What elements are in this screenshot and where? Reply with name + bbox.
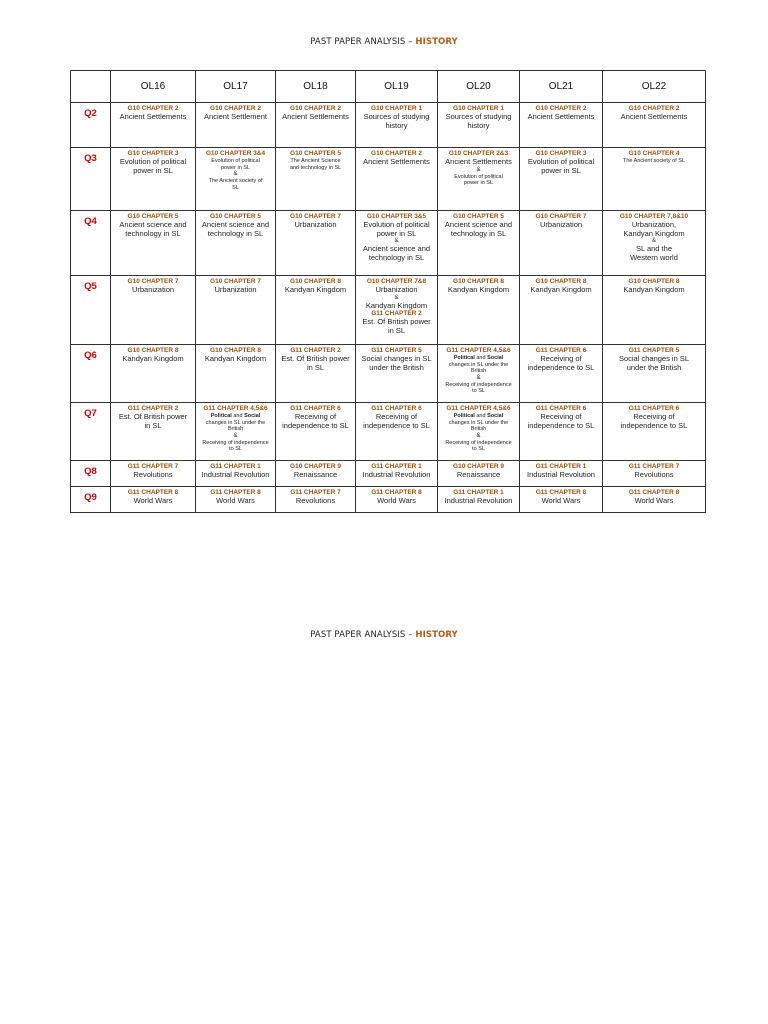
topic-line: power in SL [541,165,581,175]
chapter-label: G11 CHAPTER 1 [453,489,504,496]
topic-line: Urbanization [375,285,418,294]
topic-line: and technology in SL [289,164,342,171]
topic-line: Ancient Settlements [527,112,595,121]
chapter-label: G11 CHAPTER 8 [210,489,261,496]
question-label: Q2 [71,103,111,148]
chapter-label: G11 CHAPTER 1 [535,463,587,470]
topic-line: Receiving of [540,354,582,363]
topic-line: British [227,426,244,433]
chapter-label: G10 CHAPTER 3&5 [366,213,427,220]
topic-line: British [470,368,487,375]
table-row [71,148,706,211]
table-cell [438,103,520,148]
chapter-label: G10 CHAPTER 9 [453,463,504,470]
question-label: Q3 [71,148,111,211]
column-header: OL19 [356,71,438,103]
ampersand: & [394,238,399,244]
ampersand: & [394,294,399,301]
chapter-label: G11 CHAPTER 2 [127,405,179,412]
topic-line: The Ancient Science [290,158,341,164]
chapter-label: G10 CHAPTER 5 [453,213,504,220]
topic-line: Kandyan Kingdom [122,354,184,363]
and-word: and [231,413,245,419]
topic-line: Est. Of British power [281,354,350,363]
table-cell [603,148,706,211]
table-cell [196,276,276,345]
topic-line: Ancient Settlements [363,157,430,166]
topic-line: World Wars [634,496,674,505]
table-cell [356,103,438,148]
topic-line: Western world [630,252,678,262]
social-word: Social [487,355,504,361]
table-cell [111,103,196,148]
topic-line: World Wars [541,496,581,505]
table-cell [438,461,520,487]
table-cell [520,276,603,345]
chapter-label: G10 CHAPTER 8 [290,278,341,285]
topic-line: Industrial Revolution [362,470,431,479]
table-cell [520,461,603,487]
political-word: Political [453,355,475,361]
table-cell [356,461,438,487]
topic-line: under the British [369,362,424,372]
table-cell [603,103,706,148]
topic-line: Kandyan Kingdom [204,354,267,363]
topic-line: British [470,426,487,433]
table-cell [438,345,520,403]
chapter-label: G11 CHAPTER 1 [210,463,261,470]
header-row [71,71,706,103]
table-cell [196,103,276,148]
table-row [71,403,706,461]
chapter-label: G10 CHAPTER 5 [127,213,179,220]
topic-line: in SL [306,362,325,372]
topic-line: Receiving of independence [445,439,512,446]
topic-line: Urbanization [131,285,175,294]
column-header: OL22 [603,71,706,103]
chapter-label: G10 CHAPTER 7 [290,213,341,220]
topic-line: Sources of studying [363,112,430,121]
chapter-label: G10 CHAPTER 2 [535,105,587,112]
table-cell [356,487,438,513]
table-cell [520,345,603,403]
question-label: Q9 [71,487,111,513]
table-cell [520,148,603,211]
political-social-line [440,413,517,420]
table-cell [603,487,706,513]
chapter-label: G10 CHAPTER 5 [210,213,261,220]
chapter-label: G10 CHAPTER 4 [628,150,680,157]
topic-line: in SL [387,325,406,335]
column-header: OL16 [111,71,196,103]
column-header: OL20 [438,71,520,103]
table-cell [520,487,603,513]
page-title-subject: HISTORY [415,37,458,47]
chapter-label: G11 CHAPTER 2 [371,310,422,317]
chapter-label: G10 CHAPTER 2 [290,105,341,112]
ampersand: & [233,432,238,439]
chapter-label: G11 CHAPTER 7 [290,489,341,496]
topic-line: Industrial Revolution [527,470,595,479]
topic-line: independence to SL [363,420,430,430]
table-cell [603,276,706,345]
chapter-label: G11 CHAPTER 4,5&6 [203,405,268,412]
topic-line: power in SL [220,164,251,171]
table-row [71,211,706,276]
table-cell [603,345,706,403]
table-cell [603,461,706,487]
table-cell [111,461,196,487]
topic-line: Revolutions [295,496,336,505]
topic-line: Ancient Settlements [119,112,187,121]
table-cell [196,487,276,513]
table-cell [438,487,520,513]
topic-line: Receiving of independence [445,381,512,388]
topic-line: technology in SL [450,228,507,238]
table-row [71,487,706,513]
table-cell [196,403,276,461]
topic-line: Receiving of [375,412,418,421]
topic-line: Urbanization [539,220,583,229]
topic-line: Revolutions [634,470,674,479]
table-cell [276,276,356,345]
political-social-line [198,413,273,420]
table-cell [356,148,438,211]
topic-line: Kandyan Kingdom [365,300,428,310]
chapter-label: G11 CHAPTER 2 [290,347,341,354]
topic-line: World Wars [133,496,173,505]
topic-line: Ancient science and [362,244,431,253]
chapter-label: G10 CHAPTER 3 [535,150,587,157]
chapter-label: G11 CHAPTER 4,5&6 [446,347,511,354]
page-title-prefix: PAST PAPER ANALYSIS – [310,37,416,47]
topic-line: Kandyan Kingdom [530,285,592,294]
chapter-label: G10 CHAPTER 8 [535,278,587,285]
chapter-label: G11 CHAPTER 7 [127,463,179,470]
table-cell [520,211,603,276]
page-title-repeat [0,630,768,640]
chapter-label: G10 CHAPTER 2&3 [448,150,509,157]
chapter-label: G11 CHAPTER 1 [371,463,422,470]
table-row [71,345,706,403]
chapter-label: G11 CHAPTER 8 [371,489,422,496]
chapter-label: G10 CHAPTER 7 [535,213,587,220]
column-header: OL21 [520,71,603,103]
political-social-line [440,355,517,362]
question-label: Q4 [71,211,111,276]
topic-line: Evolution of political [211,158,260,164]
topic-line: World Wars [377,496,416,505]
table-cell [196,211,276,276]
chapter-label: G10 CHAPTER 8 [127,347,179,354]
chapter-label: G10 CHAPTER 8 [453,278,504,285]
topic-line: Ancient Settlements [620,112,688,121]
question-label: Q7 [71,403,111,461]
topic-line: Urbanization [294,220,337,229]
table-cell [603,403,706,461]
chapter-label: G10 CHAPTER 7 [127,278,179,285]
ampersand: & [233,171,238,178]
table-cell [520,103,603,148]
topic-line: Sources of studying [445,112,512,121]
topic-line: Urbanization, [631,220,677,229]
topic-line: Industrial Revolution [444,496,513,505]
topic-line: Ancient Settlements [445,157,512,166]
chapter-label: G10 CHAPTER 2 [628,105,680,112]
table-row [71,103,706,148]
topic-line: Est. Of British power [118,412,188,421]
table-cell [111,487,196,513]
chapter-label: G11 CHAPTER 6 [371,405,422,412]
chapter-label: G10 CHAPTER 8 [628,278,680,285]
political-word: Political [453,413,475,419]
topic-line: Kandyan Kingdom [447,285,510,294]
topic-line: power in SL [463,180,494,187]
topic-line: Ancient science and [119,220,187,229]
topic-line: technology in SL [125,228,181,238]
table-cell [196,148,276,211]
table-body [71,103,706,513]
topic-line: Receiving of [540,412,582,421]
chapter-label: G10 CHAPTER 1 [453,105,504,112]
table-row [71,461,706,487]
topic-line: Kandyan Kingdom [623,228,685,238]
chapter-label: G10 CHAPTER 9 [290,463,341,470]
table-cell [356,276,438,345]
topic-line: Est. Of British power [362,317,431,326]
table-cell [356,345,438,403]
topic-line: history [385,120,408,130]
chapter-label: G11 CHAPTER 6 [535,347,587,354]
chapter-label: G11 CHAPTER 8 [535,489,587,496]
chapter-label: G11 CHAPTER 6 [535,405,587,412]
chapter-label: G11 CHAPTER 8 [628,489,680,496]
table-cell [356,403,438,461]
table-cell [276,211,356,276]
topic-line: The Ancient society of SL [622,158,686,164]
chapter-label: G10 CHAPTER 7&8 [366,278,427,285]
topic-line: Ancient science and [201,220,270,229]
question-label: Q5 [71,276,111,345]
chapter-label: G10 CHAPTER 7 [210,278,261,285]
chapter-label: G10 CHAPTER 7,8&10 [619,213,689,220]
chapter-label: G10 CHAPTER 8 [210,347,261,354]
topic-line: Evolution of political [119,157,187,166]
column-header: OL17 [196,71,276,103]
table-cell [603,211,706,276]
table-cell [438,276,520,345]
topic-line: Kandyan Kingdom [623,285,685,294]
table-cell [111,211,196,276]
header-corner [71,71,111,103]
chapter-label: G11 CHAPTER 4,5&6 [446,405,511,412]
chapter-label: G10 CHAPTER 2 [210,105,261,112]
topic-line: changes in SL under the [448,419,509,426]
chapter-label: G10 CHAPTER 3 [127,150,179,157]
topic-line: Revolutions [133,470,173,479]
topic-line: history [467,120,490,130]
topic-line: Receiving of independence [202,439,269,446]
topic-line: to SL [472,388,485,395]
topic-line: SL [232,184,239,191]
topic-line: Kandyan Kingdom [284,285,347,294]
past-paper-table [70,70,706,513]
table-cell [111,403,196,461]
topic-line: power in SL [133,165,173,175]
ampersand: & [476,166,481,173]
table-cell [196,345,276,403]
social-word: Social [487,413,504,419]
page-title [0,37,768,47]
chapter-label: G11 CHAPTER 6 [628,405,680,412]
page-title-prefix: PAST PAPER ANALYSIS – [310,630,416,640]
topic-line: in SL [144,420,162,430]
political-word: Political [210,413,232,419]
table-cell [438,403,520,461]
topic-line: to SL [229,446,242,453]
topic-line: Evolution of political [454,173,503,180]
topic-line: under the British [626,362,682,372]
chapter-label: G10 CHAPTER 2 [371,150,422,157]
chapter-label: G10 CHAPTER 3&4 [205,150,266,157]
topic-line: Ancient Settlement [204,112,267,121]
topic-line: Industrial Revolution [201,470,270,479]
topic-line: independence to SL [527,362,595,372]
ampersand: & [651,238,656,244]
chapter-label: G11 CHAPTER 7 [628,463,680,470]
table-cell [356,211,438,276]
social-word: Social [244,413,261,419]
topic-line: changes in SL under the [448,361,509,368]
topic-line: Evolution of political [527,157,595,166]
table-cell [276,487,356,513]
table-cell [438,148,520,211]
topic-line: power in SL [376,228,417,238]
topic-line: Receiving of [294,412,337,421]
and-word: and [474,413,488,419]
topic-line: independence to SL [620,420,688,430]
chapter-label: G10 CHAPTER 5 [290,150,341,157]
table-cell [111,345,196,403]
table-cell [276,403,356,461]
topic-line: The Ancient society of [208,178,263,185]
topic-line: independence to SL [527,420,595,430]
topic-line: Receiving of [633,412,675,421]
chapter-label: G11 CHAPTER 5 [371,347,422,354]
topic-line: Renaissance [293,470,338,479]
topic-line: Renaissance [456,470,501,479]
table-cell [196,461,276,487]
topic-line: Urbanization [214,285,257,294]
question-label: Q6 [71,345,111,403]
topic-line: to SL [472,446,485,453]
topic-line: Social changes in SL [618,354,690,363]
ampersand: & [476,374,481,381]
chapter-label: G11 CHAPTER 8 [127,489,179,496]
page-title-subject: HISTORY [415,630,458,640]
table-cell [276,461,356,487]
question-label: Q8 [71,461,111,487]
table-cell [520,403,603,461]
chapter-label: G11 CHAPTER 6 [290,405,341,412]
topic-line: SL and the [635,244,672,253]
topic-line: Ancient Settlements [282,112,349,121]
topic-line: changes in SL under the [205,419,266,426]
topic-line: Ancient science and [444,220,513,229]
table-cell [111,276,196,345]
table-cell [438,211,520,276]
chapter-label: G11 CHAPTER 5 [628,347,680,354]
topic-line: independence to SL [282,420,349,430]
table-cell [111,148,196,211]
table-row [71,276,706,345]
column-header: OL18 [276,71,356,103]
topic-line: technology in SL [368,252,425,262]
table-cell [276,103,356,148]
ampersand: & [476,432,481,439]
chapter-label: G10 CHAPTER 1 [371,105,422,112]
topic-line: World Wars [216,496,255,505]
topic-line: technology in SL [207,228,264,238]
and-word: and [474,355,488,361]
topic-line: Evolution of political [363,220,430,229]
table-cell [276,345,356,403]
chapter-label: G10 CHAPTER 2 [127,105,179,112]
table-cell [276,148,356,211]
topic-line: Social changes in SL [361,354,432,363]
